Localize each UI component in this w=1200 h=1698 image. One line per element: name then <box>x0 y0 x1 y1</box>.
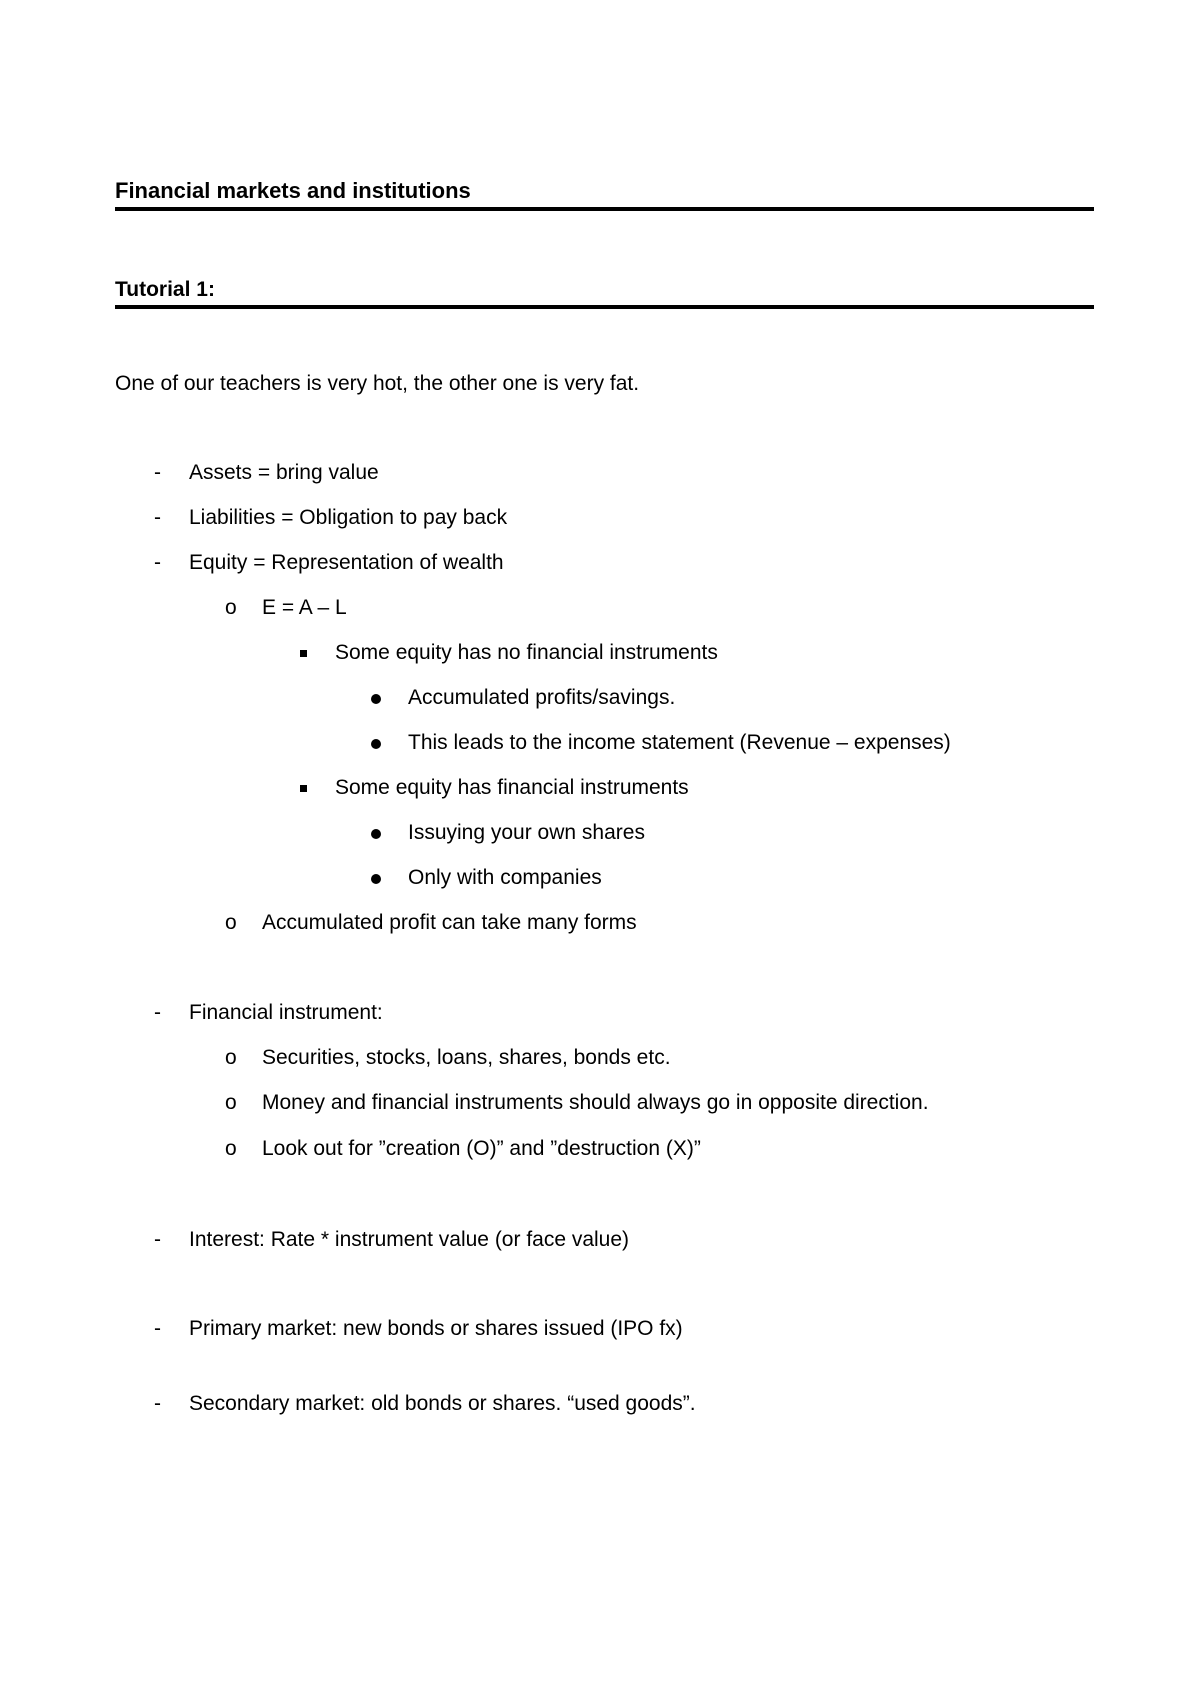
list-item-securities: Securities, stocks, loans, shares, bonds etc. <box>262 1046 671 1069</box>
dash-bullet: - <box>154 461 161 484</box>
circle-bullet: o <box>225 911 237 934</box>
circle-bullet: o <box>225 1046 237 1069</box>
list-item-equation: E = A – L <box>262 596 347 619</box>
list-item-interest: Interest: Rate * instrument value (or face value) <box>189 1228 630 1251</box>
list-item-opposite-direction: Money and financial instruments should always go in opposite direction. <box>262 1091 929 1114</box>
list-item-profit-forms: Accumulated profit can take many forms <box>262 911 637 934</box>
list-item-primary-market: Primary market: new bonds or shares issued (IPO fx) <box>189 1317 683 1340</box>
intro-text: One of our teachers is very hot, the other one is very fat. <box>115 372 640 395</box>
list-item-financial-instrument: Financial instrument: <box>189 1001 383 1024</box>
round-bullet <box>371 739 381 749</box>
list-item-no-instruments: Some equity has no financial instruments <box>335 641 718 664</box>
dash-bullet: - <box>154 551 161 574</box>
list-item-liabilities: Liabilities = Obligation to pay back <box>189 506 508 529</box>
list-item-equity: Equity = Representation of wealth <box>189 551 504 574</box>
dash-bullet: - <box>154 1228 161 1251</box>
square-bullet <box>300 785 307 792</box>
list-item-own-shares: Issuying your own shares <box>408 821 645 844</box>
list-item-has-instruments: Some equity has financial instruments <box>335 776 689 799</box>
document-title: Financial markets and institutions <box>115 178 471 203</box>
tutorial-heading: Tutorial 1: <box>115 278 215 301</box>
list-item-income-statement: This leads to the income statement (Revenue – expenses) <box>408 731 951 754</box>
list-item-companies: Only with companies <box>408 866 602 889</box>
circle-bullet: o <box>225 1091 237 1114</box>
square-bullet <box>300 650 307 657</box>
circle-bullet: o <box>225 596 237 619</box>
dash-bullet: - <box>154 506 161 529</box>
tutorial-underline <box>115 305 1094 309</box>
round-bullet <box>371 829 381 839</box>
list-item-creation-destruction: Look out for ”creation (O)” and ”destruction (X)” <box>262 1137 701 1160</box>
list-item-assets: Assets = bring value <box>189 461 379 484</box>
dash-bullet: - <box>154 1001 161 1024</box>
dash-bullet: - <box>154 1317 161 1340</box>
circle-bullet: o <box>225 1137 237 1160</box>
round-bullet <box>371 694 381 704</box>
dash-bullet: - <box>154 1392 161 1415</box>
title-underline <box>115 207 1094 211</box>
round-bullet <box>371 874 381 884</box>
list-item-secondary-market: Secondary market: old bonds or shares. “used goods”. <box>189 1392 696 1415</box>
list-item-accumulated-profits: Accumulated profits/savings. <box>408 686 676 709</box>
